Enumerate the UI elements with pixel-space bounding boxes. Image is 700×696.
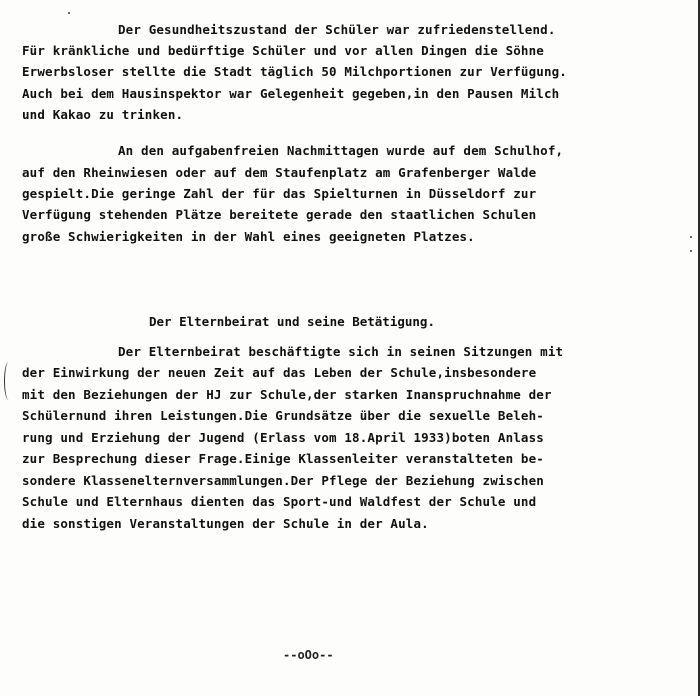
paragraph-1-line-3: Erwerbsloser stellte die Stadt täglich 50 Milchportionen zur Verfügung. [22, 64, 567, 79]
paragraph-3-line-3: mit den Beziehungen der HJ zur Schule,der starken Inanspruchnahme der [22, 387, 552, 402]
paragraph-2-line-4: Verfügung stehenden Plätze bereitete gerade den staatlichen Schulen [22, 207, 537, 222]
margin-bracket-mark [4, 362, 13, 400]
paragraph-3-line-8: Schule und Elternhaus dienten das Sport-und Waldfest der Schule und [22, 494, 537, 509]
paragraph-3-line-9: die sonstigen Veranstaltungen der Schule in der Aula. [22, 516, 429, 531]
scan-speck [68, 12, 70, 14]
paragraph-3-line-4: Schülernund ihren Leistungen.Die Grundsätze über die sexuelle Beleh- [22, 408, 544, 423]
paragraph-1-line-5: und Kakao zu trinken. [22, 107, 184, 122]
scan-speck [690, 236, 692, 238]
paragraph-3-line-2: der Einwirkung der neuen Zeit auf das Leben der Schule,insbesondere [22, 365, 537, 380]
section-heading: Der Elternbeirat und seine Betätigung. [149, 314, 435, 329]
paragraph-2-line-3: gespielt.Die geringe Zahl der für das Spielturnen in Düsseldorf zur [22, 186, 537, 201]
paragraph-2-line-5: große Schwierigkeiten in der Wahl eines geeigneten Platzes. [22, 229, 475, 244]
scan-speck [690, 250, 692, 252]
paragraph-1-line-2: Für kränkliche und bedürftige Schüler und vor allen Dingen die Söhne [22, 43, 544, 58]
end-mark: --oOo-- [283, 648, 334, 662]
paragraph-1-line-4: Auch bei dem Hausinspektor war Gelegenheit gegeben,in den Pausen Milch [22, 86, 560, 101]
paragraph-3-line-7: sondere Klassenelternversammlungen.Der Pflege der Beziehung zwischen [22, 473, 544, 488]
paragraph-3-line-6: zur Besprechung dieser Frage.Einige Klassenleiter veranstalteten be- [22, 451, 544, 466]
paragraph-1-line-1: Der Gesundheitszustand der Schüler war zufriedenstellend. [118, 22, 556, 37]
paragraph-2-line-1: An den aufgabenfreien Nachmittagen wurde auf dem Schulhof, [118, 143, 564, 158]
paragraph-3-line-5: rung und Erziehung der Jugend (Erlass vom 18.April 1933)boten Anlass [22, 430, 544, 445]
paragraph-2-line-2: auf den Rheinwiesen oder auf dem Staufenplatz am Grafenberger Walde [22, 165, 537, 180]
paragraph-3-line-1: Der Elternbeirat beschäftigte sich in seinen Sitzungen mit [118, 344, 564, 359]
